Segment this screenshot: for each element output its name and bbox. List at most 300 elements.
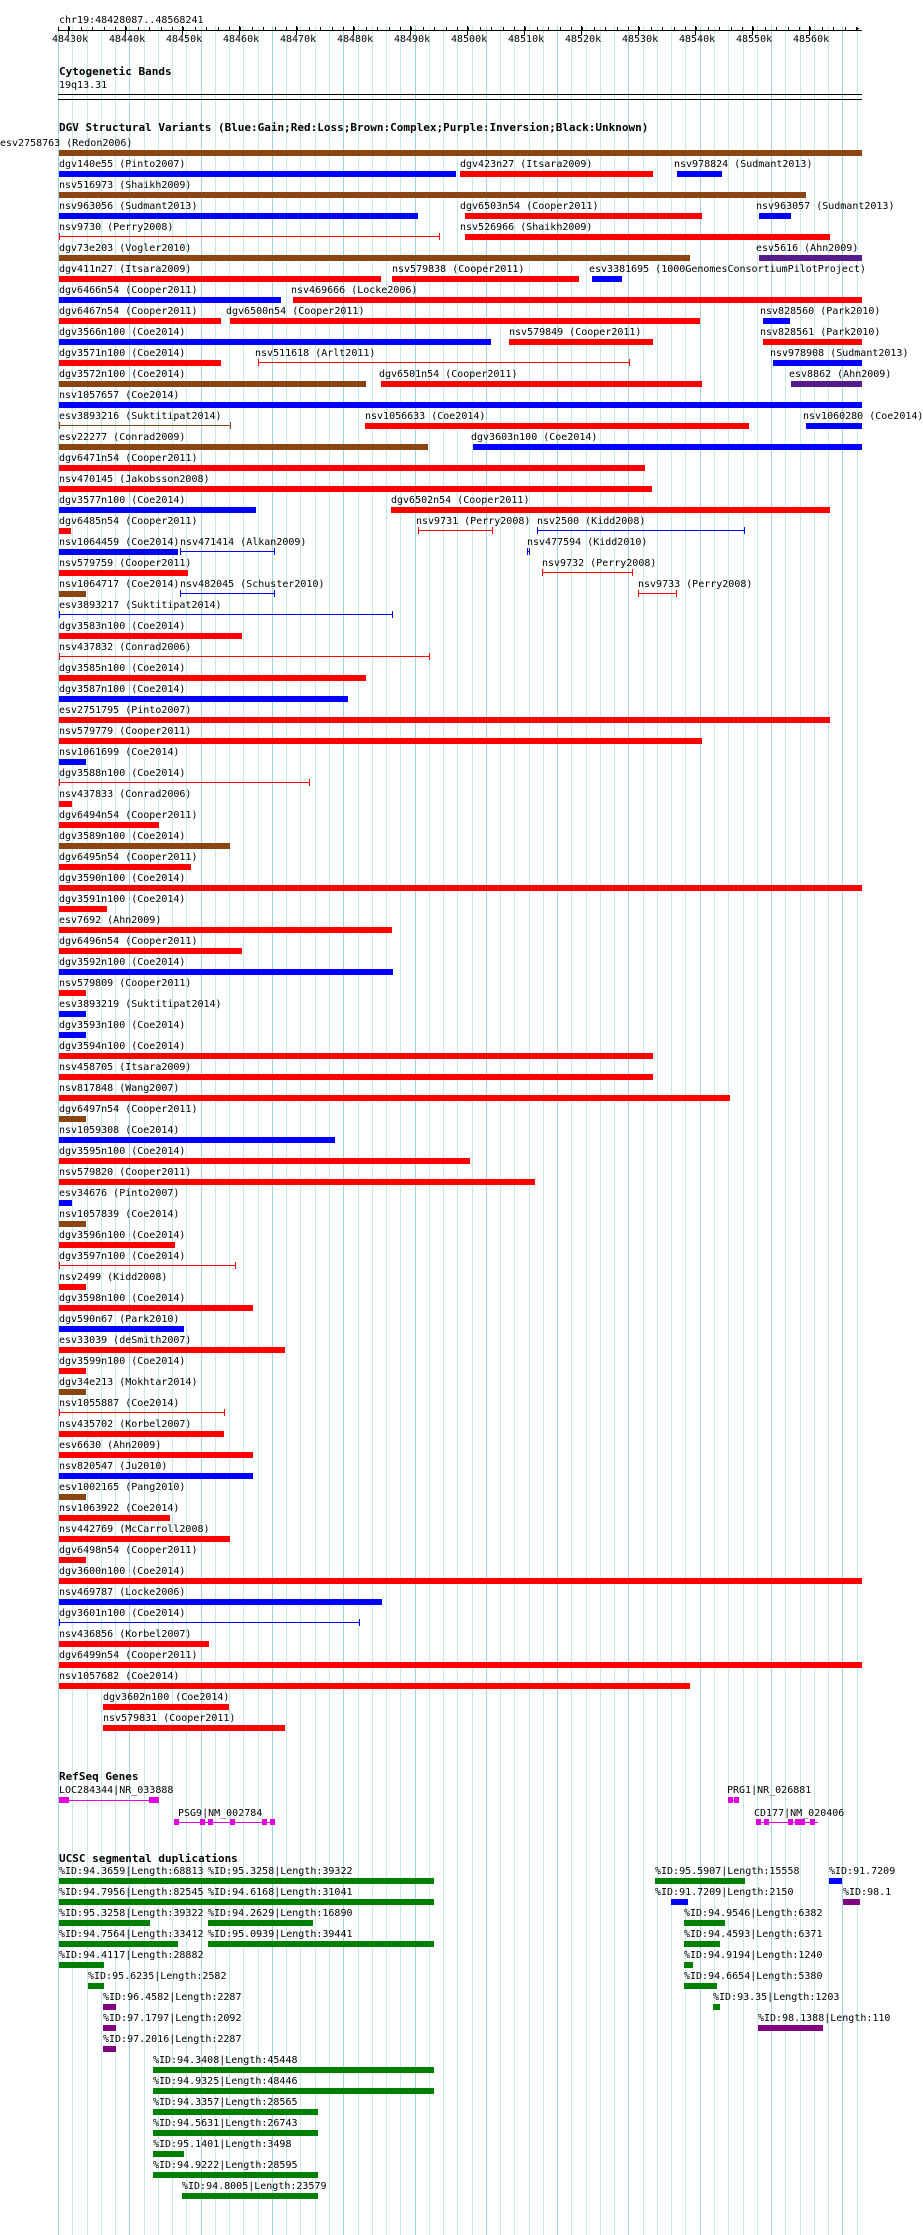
ruler-minor-tick [525, 27, 526, 31]
gene-exon [728, 1797, 733, 1803]
dgv-feature-label[interactable]: nsv442769 (McCarroll2008) [59, 1524, 210, 1535]
grid-line [557, 26, 558, 2235]
segdup-label[interactable]: %ID:94.4117|Length:28882 [59, 1950, 204, 1961]
dgv-feature-label[interactable]: esv22277 (Conrad2009) [59, 432, 186, 443]
dgv-feature-label[interactable]: nsv963057 (Sudmant2013) [756, 201, 895, 212]
dgv-feature-bar[interactable] [180, 551, 275, 552]
dgv-feature-label[interactable]: nsv1057839 (Coe2014) [59, 1209, 180, 1220]
segdup-bar[interactable] [103, 2025, 116, 2031]
segdup-label[interactable]: %ID:94.9194|Length:1240 [684, 1950, 823, 1961]
dgv-feature-label[interactable]: dgv6494n54 (Cooper2011) [59, 810, 198, 821]
dgv-feature-label[interactable]: esv2758763 (Redon2006) [0, 138, 133, 149]
dgv-feature-label[interactable]: nsv471414 (Alkan2009) [180, 537, 307, 548]
dgv-feature-bar[interactable] [59, 614, 393, 615]
segdup-label[interactable]: %ID:97.1797|Length:2092 [103, 2013, 242, 2024]
dgv-feature-bar[interactable] [59, 1662, 862, 1668]
dgv-feature-label[interactable]: nsv978908 (Sudmant2013) [770, 348, 909, 359]
segdup-bar[interactable] [758, 2025, 823, 2031]
dgv-feature-label[interactable]: dgv6495n54 (Cooper2011) [59, 852, 198, 863]
dgv-feature-label[interactable]: nsv1057682 (Coe2014) [59, 1671, 180, 1682]
segdup-bar[interactable] [182, 2193, 318, 2199]
segdup-bar[interactable] [713, 2004, 720, 2010]
dgv-feature-label[interactable]: esv1002165 (Pang2010) [59, 1482, 186, 1493]
dgv-feature-bar[interactable] [59, 1326, 184, 1332]
dgv-feature-label[interactable]: esv5616 (Ahn2009) [756, 243, 859, 254]
dgv-feature-bar[interactable] [59, 339, 491, 345]
dgv-feature-label[interactable]: esv8862 (Ahn2009) [789, 369, 892, 380]
dgv-feature-bar[interactable] [791, 381, 862, 387]
dgv-feature-bar[interactable] [465, 213, 702, 219]
dgv-feature-label[interactable]: dgv3591n100 (Coe2014) [59, 894, 186, 905]
segdup-label[interactable]: %ID:94.3659|Length:68813 [59, 1866, 204, 1877]
segdup-bar[interactable] [684, 1920, 725, 1926]
dgv-feature-bar[interactable] [59, 570, 188, 576]
dgv-feature-label[interactable]: dgv6501n54 (Cooper2011) [379, 369, 518, 380]
dgv-feature-bar[interactable] [103, 1725, 285, 1731]
segdup-bar[interactable] [153, 2088, 434, 2094]
dgv-feature-bar[interactable] [59, 192, 806, 198]
segdup-bar[interactable] [59, 1962, 104, 1968]
dgv-feature-bar[interactable] [59, 171, 456, 177]
grid-line [628, 26, 629, 2235]
dgv-feature-label[interactable]: nsv1060280 (Coe2014) [803, 411, 923, 422]
segdup-label[interactable]: %ID:93.35|Length:1203 [713, 1992, 840, 2003]
gene-label[interactable]: PSG9|NM_002784 [178, 1808, 263, 1819]
dgv-feature-bar[interactable] [59, 1683, 690, 1689]
grid-line [643, 26, 644, 2235]
dgv-feature-bar[interactable] [59, 1641, 209, 1647]
ruler-minor-tick [172, 27, 173, 31]
dgv-feature-bar[interactable] [258, 362, 630, 363]
segdup-label[interactable]: %ID:94.3408|Length:45448 [153, 2055, 298, 2066]
ruler-minor-tick [662, 27, 663, 31]
dgv-feature-label[interactable]: dgv3597n100 (Coe2014) [59, 1251, 186, 1262]
dgv-feature-label[interactable]: nsv526966 (Shaikh2009) [460, 222, 593, 233]
dgv-feature-label[interactable]: dgv6500n54 (Cooper2011) [226, 306, 365, 317]
dgv-feature-label[interactable]: dgv6497n54 (Cooper2011) [59, 1104, 198, 1115]
segdup-bar[interactable] [153, 2151, 184, 2157]
segdup-label[interactable]: %ID:94.8005|Length:23579 [182, 2181, 327, 2192]
dgv-feature-bar[interactable] [59, 276, 381, 282]
dgv-feature-bar[interactable] [59, 528, 71, 534]
dgv-feature-label[interactable]: dgv6467n54 (Cooper2011) [59, 306, 198, 317]
dgv-feature-bar[interactable] [59, 759, 86, 765]
dgv-feature-bar[interactable] [59, 1557, 86, 1563]
dgv-feature-bar[interactable] [59, 969, 393, 975]
dgv-feature-bar[interactable] [59, 1599, 382, 1605]
dgv-feature-label[interactable]: dgv3594n100 (Coe2014) [59, 1041, 186, 1052]
dgv-feature-label[interactable]: esv3893219 (Suktitipat2014) [59, 999, 222, 1010]
dgv-feature-label[interactable]: dgv411n27 (Itsara2009) [59, 264, 192, 275]
dgv-feature-label[interactable]: dgv6496n54 (Cooper2011) [59, 936, 198, 947]
dgv-feature-label[interactable]: nsv828561 (Park2010) [760, 327, 881, 338]
dgv-feature-label[interactable]: nsv1057657 (Coe2014) [59, 390, 180, 401]
ruler-minor-tick [719, 27, 720, 31]
segdup-bar[interactable] [59, 1941, 178, 1947]
dgv-feature-bar[interactable] [537, 530, 745, 531]
dgv-feature-bar[interactable] [59, 444, 428, 450]
dgv-feature-bar[interactable] [59, 549, 178, 555]
dgv-feature-label[interactable]: dgv6502n54 (Cooper2011) [391, 495, 530, 506]
dgv-feature-label[interactable]: dgv3588n100 (Coe2014) [59, 768, 186, 779]
cytoband-track-title: Cytogenetic Bands [59, 65, 172, 78]
ruler-minor-tick [183, 27, 184, 31]
segdup-label[interactable]: %ID:95.3258|Length:39322 [208, 1866, 353, 1877]
segdup-bar[interactable] [208, 1920, 313, 1926]
dgv-feature-label[interactable]: nsv579779 (Cooper2011) [59, 726, 192, 737]
dgv-feature-label[interactable]: dgv3592n100 (Coe2014) [59, 957, 186, 968]
dgv-feature-label[interactable]: nsv9731 (Perry2008) [416, 516, 531, 527]
dgv-feature-bar[interactable] [59, 1515, 170, 1521]
dgv-feature-bar[interactable] [59, 507, 256, 513]
dgv-feature-label[interactable]: dgv3566n100 (Coe2014) [59, 327, 186, 338]
segdup-label[interactable]: %ID:95.1401|Length:3498 [153, 2139, 292, 2150]
dgv-feature-label[interactable]: nsv511618 (Arlt2011) [255, 348, 376, 359]
dgv-feature-label[interactable]: dgv3601n100 (Coe2014) [59, 1608, 186, 1619]
dgv-feature-cap [59, 422, 60, 429]
dgv-feature-label[interactable]: dgv3599n100 (Coe2014) [59, 1356, 186, 1367]
segdup-bar[interactable] [655, 1878, 745, 1884]
dgv-feature-bar[interactable] [59, 1032, 86, 1038]
dgv-feature-bar[interactable] [59, 1452, 253, 1458]
dgv-feature-label[interactable]: dgv6485n54 (Cooper2011) [59, 516, 198, 527]
dgv-feature-label[interactable]: esv6630 (Ahn2009) [59, 1440, 162, 1451]
dgv-feature-label[interactable]: dgv3603n100 (Coe2014) [471, 432, 598, 443]
dgv-feature-bar[interactable] [59, 1179, 535, 1185]
dgv-feature-bar[interactable] [763, 318, 790, 324]
ruler-minor-tick [776, 27, 777, 31]
segdup-bar[interactable] [153, 2109, 318, 2115]
dgv-feature-label[interactable]: nsv458705 (Itsara2009) [59, 1062, 192, 1073]
dgv-feature-label[interactable]: dgv3598n100 (Coe2014) [59, 1293, 186, 1304]
dgv-feature-bar[interactable] [59, 1412, 225, 1413]
dgv-feature-bar[interactable] [59, 1389, 86, 1395]
dgv-feature-bar[interactable] [59, 738, 702, 744]
segdup-label[interactable]: %ID:94.9325|Length:48446 [153, 2076, 298, 2087]
dgv-feature-bar[interactable] [59, 948, 242, 954]
dgv-feature-label[interactable]: dgv6498n54 (Cooper2011) [59, 1545, 198, 1556]
dgv-feature-bar[interactable] [59, 801, 72, 807]
dgv-feature-bar[interactable] [59, 425, 231, 426]
dgv-feature-bar[interactable] [59, 717, 830, 723]
dgv-feature-bar[interactable] [59, 1368, 86, 1374]
dgv-feature-label[interactable]: dgv3571n100 (Coe2014) [59, 348, 186, 359]
segdup-bar[interactable] [59, 1899, 208, 1905]
dgv-feature-bar[interactable] [391, 507, 830, 513]
dgv-feature-label[interactable]: dgv6471n54 (Cooper2011) [59, 453, 198, 464]
dgv-feature-bar[interactable] [59, 318, 221, 324]
dgv-feature-label[interactable]: nsv2499 (Kidd2008) [59, 1272, 168, 1283]
dgv-feature-label[interactable]: dgv3589n100 (Coe2014) [59, 831, 186, 842]
grid-line [657, 26, 658, 2235]
segdup-label[interactable]: %ID:94.7956|Length:82545 [59, 1887, 204, 1898]
dgv-feature-bar[interactable] [59, 591, 86, 597]
dgv-feature-bar[interactable] [460, 171, 653, 177]
dgv-feature-bar[interactable] [763, 339, 862, 345]
segdup-label[interactable]: %ID:94.9222|Length:28595 [153, 2160, 298, 2171]
ruler-tick-label: 48430k [52, 34, 89, 45]
gene-label[interactable]: CD177|NM_020406 [754, 1808, 845, 1819]
dgv-feature-label[interactable]: esv34676 (Pinto2007) [59, 1188, 180, 1199]
gene-exon [734, 1797, 739, 1803]
dgv-feature-label[interactable]: nsv1064459 (Coe2014) [59, 537, 180, 548]
dgv-feature-bar[interactable] [59, 906, 107, 912]
dgv-feature-bar[interactable] [392, 276, 579, 282]
dgv-feature-label[interactable]: nsv579759 (Cooper2011) [59, 558, 192, 569]
dgv-feature-label[interactable]: dgv3577n100 (Coe2014) [59, 495, 186, 506]
dgv-feature-bar[interactable] [59, 1137, 335, 1143]
segdup-bar[interactable] [829, 1878, 842, 1884]
dgv-feature-bar[interactable] [103, 1704, 229, 1710]
dgv-feature-bar[interactable] [59, 1494, 86, 1500]
dgv-feature-bar[interactable] [59, 1242, 175, 1248]
dgv-feature-label[interactable]: dgv6466n54 (Cooper2011) [59, 285, 198, 296]
segdup-label[interactable]: %ID:94.6654|Length:5380 [684, 1971, 823, 1982]
ruler-minor-tick [833, 27, 834, 31]
dgv-feature-label[interactable]: dgv423n27 (Itsara2009) [460, 159, 593, 170]
dgv-feature-bar[interactable] [465, 234, 830, 240]
dgv-feature-label[interactable]: nsv470145 (Jakobsson2008) [59, 474, 210, 485]
dgv-feature-label[interactable]: dgv590n67 (Park2010) [59, 1314, 180, 1325]
dgv-feature-label[interactable]: nsv978824 (Sudmant2013) [674, 159, 813, 170]
dgv-feature-label[interactable]: nsv469787 (Locke2006) [59, 1587, 186, 1598]
dgv-feature-cap [632, 569, 633, 576]
dgv-feature-label[interactable]: nsv437833 (Conrad2006) [59, 789, 192, 800]
dgv-feature-label[interactable]: esv3893217 (Suktitipat2014) [59, 600, 222, 611]
dgv-feature-label[interactable]: nsv469666 (Locke2006) [291, 285, 418, 296]
segdup-label[interactable]: %ID:94.4593|Length:6371 [684, 1929, 823, 1940]
dgv-feature-label[interactable]: dgv3593n100 (Coe2014) [59, 1020, 186, 1031]
segdup-bar[interactable] [208, 1899, 434, 1905]
dgv-feature-label[interactable]: nsv963056 (Sudmant2013) [59, 201, 198, 212]
dgv-feature-label[interactable]: nsv1055887 (Coe2014) [59, 1398, 180, 1409]
dgv-feature-label[interactable]: nsv579820 (Cooper2011) [59, 1167, 192, 1178]
dgv-feature-bar[interactable] [759, 255, 862, 261]
dgv-feature-label[interactable]: nsv1061699 (Coe2014) [59, 747, 180, 758]
dgv-feature-bar[interactable] [381, 381, 702, 387]
dgv-feature-label[interactable]: nsv579838 (Cooper2011) [392, 264, 525, 275]
segdup-label[interactable]: %ID:94.9546|Length:6382 [684, 1908, 823, 1919]
dgv-feature-bar[interactable] [509, 339, 653, 345]
dgv-feature-bar[interactable] [59, 990, 86, 996]
segdup-bar[interactable] [103, 2046, 116, 2052]
dgv-feature-bar[interactable] [59, 213, 418, 219]
gene-label[interactable]: PRG1|NR_026881 [727, 1785, 812, 1796]
dgv-feature-label[interactable]: nsv579809 (Cooper2011) [59, 978, 192, 989]
dgv-feature-bar[interactable] [59, 1221, 86, 1227]
dgv-feature-label[interactable]: nsv437832 (Conrad2006) [59, 642, 192, 653]
segdup-label[interactable]: %ID:95.5907|Length:15558 [655, 1866, 800, 1877]
dgv-feature-label[interactable]: nsv817848 (Wang2007) [59, 1083, 180, 1094]
segdup-label[interactable]: %ID:96.4582|Length:2287 [103, 1992, 242, 2003]
dgv-feature-bar[interactable] [59, 1536, 230, 1542]
dgv-feature-bar[interactable] [59, 236, 440, 237]
segdup-label[interactable]: %ID:94.2629|Length:16890 [208, 1908, 353, 1919]
dgv-feature-label[interactable]: dgv3572n100 (Coe2014) [59, 369, 186, 380]
ruler-minor-tick [240, 27, 241, 31]
dgv-feature-label[interactable]: dgv3585n100 (Coe2014) [59, 663, 186, 674]
dgv-feature-label[interactable]: dgv3596n100 (Coe2014) [59, 1230, 186, 1241]
segdup-bar[interactable] [684, 1983, 717, 1989]
segdup-label[interactable]: %ID:94.6168|Length:31041 [208, 1887, 353, 1898]
dgv-feature-bar[interactable] [806, 423, 862, 429]
ruler-minor-tick [195, 27, 196, 31]
gene-line[interactable] [756, 1822, 818, 1823]
dgv-feature-bar[interactable] [59, 885, 862, 891]
dgv-feature-bar[interactable] [230, 318, 700, 324]
segdup-bar[interactable] [88, 1983, 104, 1989]
dgv-feature-cap [492, 527, 493, 534]
dgv-feature-bar[interactable] [59, 1578, 862, 1584]
dgv-feature-label[interactable]: nsv1056633 (Coe2014) [365, 411, 486, 422]
segdup-label[interactable]: %ID:97.2016|Length:2287 [103, 2034, 242, 2045]
dgv-feature-label[interactable]: dgv3602n100 (Coe2014) [103, 1692, 230, 1703]
segdup-bar[interactable] [684, 1962, 693, 1968]
dgv-feature-label[interactable]: nsv9732 (Perry2008) [542, 558, 657, 569]
dgv-feature-bar[interactable] [59, 1431, 224, 1437]
dgv-feature-label[interactable]: dgv73e203 (Vogler2010) [59, 243, 192, 254]
ruler-tick-label: 48440k [109, 34, 146, 45]
dgv-feature-bar[interactable] [59, 927, 392, 933]
dgv-feature-bar[interactable] [59, 1158, 470, 1164]
dgv-feature-bar[interactable] [59, 297, 281, 303]
segdup-bar[interactable] [208, 1941, 434, 1947]
dgv-feature-bar[interactable] [59, 1095, 730, 1101]
dgv-feature-label[interactable]: nsv2500 (Kidd2008) [537, 516, 646, 527]
dgv-feature-label[interactable]: dgv34e213 (Mokhtar2014) [59, 1377, 198, 1388]
dgv-feature-label[interactable]: esv7692 (Ahn2009) [59, 915, 162, 926]
dgv-feature-bar[interactable] [59, 633, 242, 639]
segdup-bar[interactable] [684, 1941, 720, 1947]
segdup-label[interactable]: %ID:94.7564|Length:33412 [59, 1929, 204, 1940]
dgv-feature-cap [309, 779, 310, 786]
dgv-feature-label[interactable]: nsv1064717 (Coe2014) [59, 579, 180, 590]
dgv-feature-label[interactable]: nsv436856 (Korbel2007) [59, 1629, 192, 1640]
dgv-feature-bar[interactable] [59, 1116, 86, 1122]
dgv-feature-bar[interactable] [59, 1284, 86, 1290]
dgv-feature-label[interactable]: dgv6499n54 (Cooper2011) [59, 1650, 198, 1661]
dgv-feature-label[interactable]: nsv477594 (Kidd2010) [527, 537, 648, 548]
segdup-label[interactable]: %ID:91.7209|Length:2150 [655, 1887, 794, 1898]
segdup-bar[interactable] [103, 2004, 116, 2010]
dgv-feature-bar[interactable] [592, 276, 622, 282]
dgv-feature-label[interactable]: nsv579849 (Cooper2011) [509, 327, 642, 338]
dgv-feature-label[interactable]: dgv3595n100 (Coe2014) [59, 1146, 186, 1157]
gene-line[interactable] [174, 1822, 275, 1823]
segdup-label[interactable]: %ID:98.1388|Length:110 [758, 2013, 891, 2024]
dgv-feature-bar[interactable] [59, 150, 862, 156]
dgv-feature-label[interactable]: nsv1063922 (Coe2014) [59, 1503, 180, 1514]
ruler-minor-tick [605, 27, 606, 31]
dgv-feature-bar[interactable] [59, 1265, 236, 1266]
segdup-bar[interactable] [153, 2067, 434, 2073]
dgv-feature-label[interactable]: nsv1059308 (Coe2014) [59, 1125, 180, 1136]
dgv-feature-label[interactable]: dgv6503n54 (Cooper2011) [460, 201, 599, 212]
dgv-feature-bar[interactable] [59, 402, 862, 408]
segdup-label[interactable]: %ID:95.3258|Length:39322 [59, 1908, 204, 1919]
dgv-feature-label[interactable]: esv3893216 (Suktitipat2014) [59, 411, 222, 422]
segdup-label[interactable]: %ID:98.1 [843, 1887, 892, 1898]
dgv-feature-bar[interactable] [638, 593, 677, 594]
dgv-feature-label[interactable]: dgv3590n100 (Coe2014) [59, 873, 186, 884]
dgv-feature-label[interactable]: nsv9730 (Perry2008) [59, 222, 174, 233]
dgv-feature-bar[interactable] [473, 444, 862, 450]
segdup-label[interactable]: %ID:94.3357|Length:28565 [153, 2097, 298, 2108]
dgv-feature-bar[interactable] [59, 360, 221, 366]
dgv-feature-cap [224, 1409, 225, 1416]
dgv-feature-bar[interactable] [59, 1622, 360, 1623]
dgv-feature-bar[interactable] [59, 675, 366, 681]
dgv-feature-bar[interactable] [59, 1473, 253, 1479]
dgv-feature-bar[interactable] [59, 843, 230, 849]
dgv-feature-bar[interactable] [759, 213, 791, 219]
dgv-feature-label[interactable]: nsv435702 (Korbel2007) [59, 1419, 192, 1430]
dgv-feature-label[interactable]: nsv828560 (Park2010) [760, 306, 881, 317]
cytoband-label[interactable]: 19q13.31 [59, 80, 108, 91]
gene-line[interactable] [728, 1800, 737, 1801]
dgv-feature-bar[interactable] [418, 530, 493, 531]
dgv-feature-bar[interactable] [293, 297, 862, 303]
dgv-feature-bar[interactable] [59, 822, 159, 828]
segdup-bar[interactable] [153, 2130, 318, 2136]
dgv-feature-label[interactable]: esv2751795 (Pinto2007) [59, 705, 192, 716]
segdup-bar[interactable] [843, 1899, 860, 1905]
segdup-label[interactable]: %ID:95.0939|Length:39441 [208, 1929, 353, 1940]
dgv-feature-label[interactable]: esv33039 (deSmith2007) [59, 1335, 192, 1346]
dgv-feature-bar[interactable] [59, 381, 366, 387]
dgv-feature-bar[interactable] [180, 593, 275, 594]
grid-line [700, 26, 701, 2235]
dgv-feature-bar[interactable] [542, 572, 633, 573]
dgv-feature-bar[interactable] [59, 696, 348, 702]
segdup-label[interactable]: %ID:94.5631|Length:26743 [153, 2118, 298, 2129]
dgv-feature-label[interactable]: dgv3583n100 (Coe2014) [59, 621, 186, 632]
dgv-feature-bar[interactable] [59, 656, 430, 657]
dgv-feature-bar[interactable] [59, 486, 652, 492]
dgv-feature-label[interactable]: dgv140e55 (Pinto2007) [59, 159, 186, 170]
dgv-feature-bar[interactable] [59, 255, 690, 261]
dgv-feature-bar[interactable] [59, 1347, 285, 1353]
dgv-feature-bar[interactable] [365, 423, 749, 429]
dgv-feature-bar[interactable] [59, 1011, 86, 1017]
dgv-feature-bar[interactable] [59, 1305, 253, 1311]
dgv-feature-bar[interactable] [59, 1053, 653, 1059]
dgv-feature-bar[interactable] [773, 360, 862, 366]
segdup-label[interactable]: %ID:95.6235|Length:2582 [88, 1971, 227, 1982]
dgv-feature-label[interactable]: nsv9733 (Perry2008) [638, 579, 753, 590]
dgv-feature-label[interactable]: nsv516973 (Shaikh2009) [59, 180, 192, 191]
dgv-feature-label[interactable]: esv3381695 (1000GenomesConsortiumPilotProject) [589, 264, 866, 275]
dgv-feature-label[interactable]: nsv579831 (Cooper2011) [103, 1713, 236, 1724]
dgv-feature-bar[interactable] [59, 864, 191, 870]
dgv-feature-bar[interactable] [59, 1074, 653, 1080]
dgv-feature-bar[interactable] [59, 465, 645, 471]
segdup-bar[interactable] [671, 1899, 688, 1905]
gene-line[interactable] [59, 1800, 155, 1801]
dgv-feature-label[interactable]: nsv820547 (Ju2010) [59, 1461, 168, 1472]
segdup-bar[interactable] [153, 2172, 318, 2178]
segdup-label[interactable]: %ID:91.7209 [829, 1866, 896, 1877]
dgv-feature-label[interactable]: dgv3587n100 (Coe2014) [59, 684, 186, 695]
segdup-bar[interactable] [59, 1920, 150, 1926]
dgv-feature-label[interactable]: nsv482045 (Schuster2010) [180, 579, 325, 590]
segdup-bar[interactable] [59, 1878, 434, 1884]
dgv-feature-bar[interactable] [59, 782, 310, 783]
dgv-feature-bar[interactable] [677, 171, 722, 177]
dgv-feature-label[interactable]: dgv3600n100 (Coe2014) [59, 1566, 186, 1577]
dgv-feature-bar[interactable] [59, 1200, 72, 1206]
gene-label[interactable]: LOC284344|NR_033888 [59, 1785, 174, 1796]
